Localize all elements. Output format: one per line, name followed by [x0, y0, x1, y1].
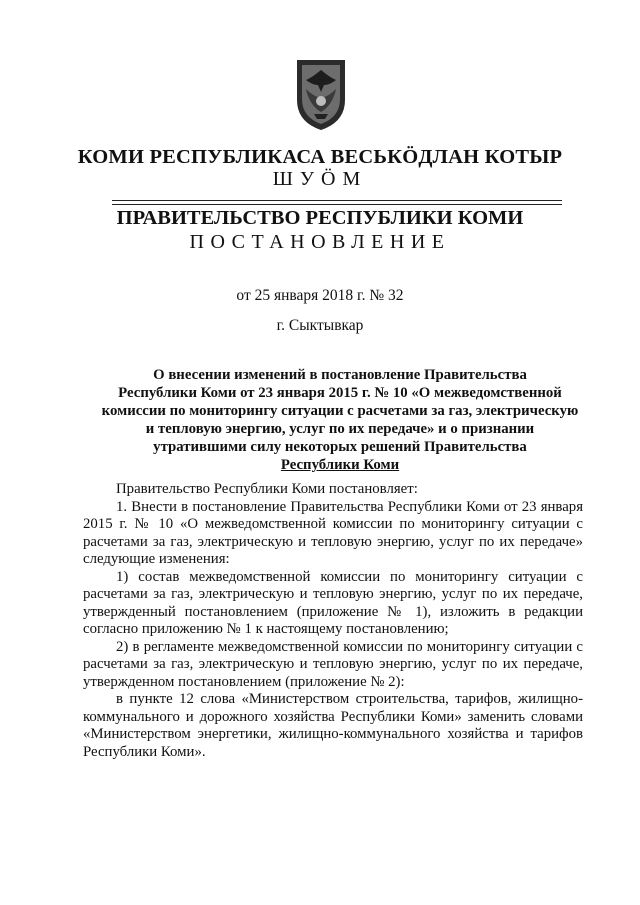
body-paragraph: 2) в регламенте межведомственной комиссии по мониторингу ситуации с расчетами за газ, электрическую и тепловую энергию, услуг по их передаче, утвержденном постановлением (приложение № 2): [83, 638, 583, 690]
heading-line: утратившими силу некоторых решений Правительства [153, 439, 527, 455]
komi-government-title: КОМИ РЕСПУБЛИКАСА ВЕСЬКӦДЛАН КОТЫР [77, 146, 563, 168]
header-divider-top [112, 200, 562, 201]
resolution-heading [100, 366, 580, 474]
body-paragraph: 1. Внести в постановление Правительства Республики Коми от 23 января 2015 г. № 10 «О межведомственной комиссии по мониторингу ситуации с расчетами за газ, электрическую и тепловую энергию, услуг по их передаче» следующие изменения: [83, 498, 583, 567]
document-type: ПОСТАНОВЛЕНИЕ [189, 231, 451, 253]
government-title: ПРАВИТЕЛЬСТВО РЕСПУБЛИКИ КОМИ [116, 207, 524, 229]
header-divider-bottom [112, 204, 562, 205]
resolution-body [83, 481, 583, 761]
body-paragraph: 1) состав межведомственной комиссии по мониторингу ситуации с расчетами за газ, электрическую и тепловую энергию, услуг по их передаче, утвержденный постановлением (приложение № 1), изложить в редакции согласно приложению № 1 к настоящему постановлению; [83, 568, 583, 637]
city: г. Сыктывкар [276, 317, 364, 334]
komi-document-type: ШУӦМ [272, 168, 368, 190]
heading-line: Республики Коми от 23 января 2015 г. № 10 «О межведомственной [118, 385, 562, 401]
body-paragraph: в пункте 12 слова «Министерством строительства, тарифов, жилищно-коммунального и дорожного хозяйства Республики Коми» заменить словами «Министерством энергетики, жилищно-коммунального хозяйства и тарифов Республики Коми». [83, 691, 583, 760]
heading-line: Республики Коми [280, 457, 400, 473]
komi-coat-of-arms-icon [294, 56, 348, 132]
heading-line: и тепловую энергию, услуг по их передаче» и о признании [145, 421, 535, 437]
heading-line: комиссии по мониторингу ситуации с расчетами за газ, электрическую [101, 403, 579, 419]
body-paragraph: Правительство Республики Коми постановляет: [116, 481, 418, 497]
heading-line: О внесении изменений в постановление Правительства [153, 367, 527, 383]
date-and-number: от 25 января 2018 г. № 32 [236, 287, 404, 304]
